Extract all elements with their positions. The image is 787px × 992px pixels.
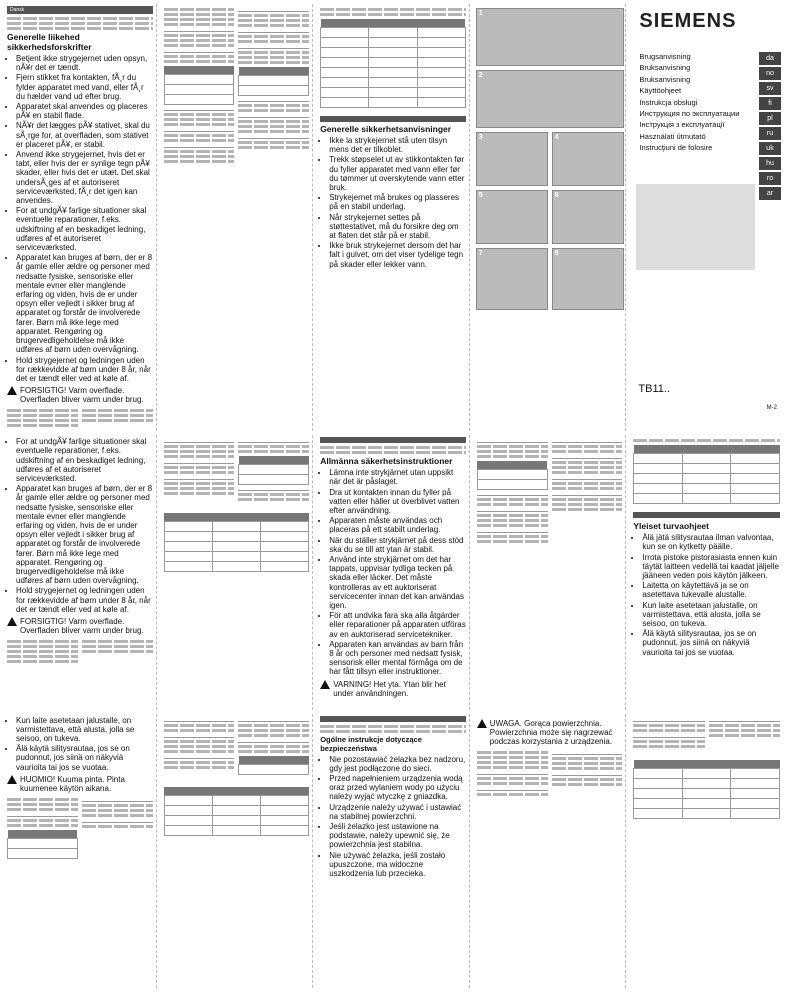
- list-item: • Jeśli żelazko jest ustawione na podstawie, należy upewnić się, że powierzchnia jest stabilna.: [329, 822, 466, 850]
- swedish-safety-panel: [317, 435, 470, 709]
- list-item: • Dra ut kontakten innan du fyller på vatten eller häller ut överblivet vatten efter användning.: [329, 488, 466, 516]
- tab-uk: uk: [759, 142, 781, 155]
- list-item: Instrukcja obsługi: [639, 97, 698, 107]
- figures-panel: 1 2 3 4 5 6 7 8: [474, 4, 627, 431]
- warning-note: VARNING! Het yta. Ytan blir het under användningen.: [320, 680, 466, 698]
- settings-table: [164, 66, 235, 105]
- list-item: • Älä jätä silitysrautaa ilman valvontaa, kun se on kytketty päälle.: [642, 533, 780, 551]
- finnish-continued-panel: [4, 714, 157, 988]
- list-item: • Når strykejernet settes på støttestativet, må du forsikre deg om at flaten det står på er stabil.: [329, 213, 466, 241]
- safety-heading: Yleiset turvaohjeet: [633, 521, 709, 532]
- list-item: • Apparatet kan bruges af børn, der er 8 år gamle eller ældre og personer med nedsatte fysiske, sensoriske eller mentale evner eller manglende erfaring og viden, hvis de er under opsyn eller vejledt i sikker brug af apparatet og forstår de involverede farer. Børn må ikke lege med apparatet. Rengøring og brugervedligeholdelse må ikke udføres af børn uden overvågning.: [16, 253, 153, 354]
- language-list: [633, 51, 780, 154]
- safety-list: [320, 755, 466, 879]
- list-item: Käyttöohjeet: [639, 86, 682, 96]
- language-tabs: [759, 52, 781, 202]
- polish-safety-panel: [317, 714, 470, 988]
- cover-image-placeholder: [636, 184, 755, 270]
- list-item: • Nie pozostawiać żelazka bez nadzoru, gdy jest podłączone do sieci.: [329, 755, 466, 773]
- safety-list: [7, 54, 153, 383]
- section-label: Dansk: [7, 6, 153, 14]
- list-item: • Urządzenie należy używać i ustawiać na stabilnej powierzchni.: [329, 803, 466, 821]
- tab-da: da: [759, 52, 781, 65]
- tab-pl: pl: [759, 112, 781, 125]
- list-item: • Apparaten kan användas av barn från 8 år och personer med nedsatt fysisk, sensorisk eller mental förmåga om de har fått tillsyn eller instruktioner.: [329, 640, 466, 677]
- norwegian-continued-panel: [4, 435, 157, 709]
- tab-ar: ar: [759, 187, 781, 200]
- list-item: • For at undgÃ¥ farlige situationer skal eventuelle reparationer, f.eks. udskiftning af en beskadiget ledning, udføres af et autoriseret serviceværksted.: [16, 437, 153, 483]
- list-item: • Ikke bruk strykejernet dersom det har falt i gulvet, om det viser tydelige tegn på skader eller lekker vann.: [329, 241, 466, 269]
- polish-instructions-panel: [630, 714, 783, 988]
- cover-panel: [630, 4, 783, 431]
- list-item: • Kun laite asetetaan jalustalle, on varmistettava, että alusta, jolla se seisoo, on tukeva.: [642, 601, 780, 629]
- list-item: • Anvend ikke strygejernet, hvis det er tabt, eller hvis der er synlige tegn pÃ¥ skader, eller hvis det er utæt. Det skal undersÃ¸ges af et autoriseret serviceværksted, fÃ¸r det igen kan anvendes.: [16, 150, 153, 205]
- finnish-safety-panel: [630, 435, 783, 709]
- list-item: Bruksanvisning: [639, 63, 691, 73]
- list-item: • Hold strygejernet og ledningen uden for rækkevidde af børn under 8 år, når det er tændt eller ved at køle af.: [16, 356, 153, 384]
- list-item: Használati útmutató: [639, 131, 706, 141]
- list-item: • Trekk støpselet ut av stikkontakten før du fyller apparatet med vann eller før du tømmer ut overskytende vann etter bruk.: [329, 155, 466, 192]
- list-item: Instrucţiuni de folosire: [639, 143, 713, 153]
- tab-ru: ru: [759, 127, 781, 140]
- list-item: • Apparatet skal anvendes og placeres pÃ¥ en stabil flade.: [16, 102, 153, 120]
- list-item: • Betjent ikke strygejernet uden opsyn, nÃ¥r det er tændt.: [16, 54, 153, 72]
- brand-logo: SIEMENS: [639, 10, 737, 32]
- warning-icon: [320, 680, 330, 689]
- list-item: • Apparatet kan bruges af børn, der er 8 år gamle eller ældre og personer med nedsatte fysiske, sensoriske eller mentale evner eller manglende erfaring og viden, hvis de er under opsyn eller vejledt i sikker brug af apparatet og forstår de involverede farer. Børn må ikke lege med apparatet. Rengøring og brugervedligeholdelse må ikke udføres af børn uden overvågning.: [16, 484, 153, 585]
- list-item: Bruksanvisning: [639, 74, 691, 84]
- list-item: • Använd inte strykjärnet om det har tappats, uppvisar tydliga tecken på skada eller läcker. Det måste kontrolleras av ett auktoriserat servicecenter innan det kan användas igen.: [329, 555, 466, 610]
- safety-list: [633, 533, 780, 657]
- safety-list: [320, 136, 466, 269]
- list-item: • Älä käytä silitysrautaa, jos se on pudonnut, jos siinä on näkyviä vaurioita tai jos se vuotaa.: [16, 744, 153, 772]
- list-item: • Nie używać żelazka, jeśli zostało upuszczone, ma widoczne uszkodzenia lub przecieka.: [329, 851, 466, 879]
- danish-instructions-panel: [161, 4, 314, 431]
- troubleshooting-table: [320, 19, 466, 108]
- list-item: • For at undgÃ¥ farlige situationer skal eventuelle reparationer, f.eks. udskiftning af en beskadiget ledning, udføres af et autoriseret serviceværksted.: [16, 206, 153, 252]
- list-item: • Fjern stikket fra kontakten, fÃ¸r du fylder apparatet med vand, eller fÃ¸r du hælder vand ud efter brug.: [16, 73, 153, 101]
- list-item: • Strykejernet må brukes og plasseres på en stabil underlag.: [329, 193, 466, 211]
- tab-ro: ro: [759, 172, 781, 185]
- warning-icon: [7, 775, 17, 784]
- model-number: TB11..: [638, 383, 670, 396]
- list-item: • Apparaten måste användas och placeras på ett stabilt underlag.: [329, 516, 466, 534]
- list-item: • Przed napełnieniem urządzenia wodą oraz przed wylaniem wody po użyciu należy wyjąć wtyczkę z gniazdka.: [329, 774, 466, 802]
- warning-note: UWAGA. Gorąca powierzchnia. Powierzchnia może się nagrzewać podczas korzystania z urządzenia.: [477, 719, 623, 746]
- danish-safety-panel: [4, 4, 157, 431]
- norwegian-instructions-panel: [161, 435, 314, 709]
- warning-icon: [7, 386, 17, 395]
- troubleshooting-panel: [317, 4, 470, 431]
- swedish-instructions-panel: [474, 435, 627, 709]
- warning-icon: [477, 719, 487, 728]
- warning-icon: [7, 617, 17, 626]
- safety-heading: Allmänna säkerhetsinstruktioner: [320, 456, 453, 467]
- polish-continued-panel: [474, 714, 627, 988]
- list-item: • Irrota pistoke pistorasiasta ennen kuin täytät laitteen vedellä tai kaadat jäljelle jääneen veden pois käytön jälkeen.: [642, 553, 780, 581]
- tab-hu: hu: [759, 157, 781, 170]
- safety-list: [320, 468, 466, 676]
- list-item: • NÃ¥r det lægges pÃ¥ stativet, skal du sÃ¸rge for, at overfladen, som stativet er placeret pÃ¥, er stabil.: [16, 121, 153, 149]
- list-item: Инструкция по эксплуатации: [639, 109, 740, 119]
- list-item: Інструкція з експлуатації: [639, 120, 725, 130]
- finnish-instructions-panel: [161, 714, 314, 988]
- model-ref: M-2: [766, 405, 777, 412]
- warning-note: FORSIGTIG! Varm overflade. Overfladen bliver varm under brug.: [7, 386, 153, 404]
- list-item: • Ikke la strykejernet stå uten tilsyn mens det er tilkoblet.: [329, 136, 466, 154]
- tab-sv: sv: [759, 82, 781, 95]
- tab-fi: fi: [759, 97, 781, 110]
- list-item: Brugsanvisning: [639, 52, 691, 61]
- warning-note: FORSIGTIG! Varm overflade. Overfladen bliver varm under brug.: [7, 617, 153, 635]
- safety-heading: Ogólne instrukcje dotyczące bezpieczeństwa: [320, 734, 422, 753]
- list-item: • Älä käytä silitysrautaa, jos se on pudonnut, jos siinä on näkyviä vaurioita tai jos se vuotaa.: [642, 629, 780, 657]
- list-item: • Kun laite asetetaan jalustalle, on varmistettava, että alusta, jolla se seisoo, on tukeva.: [16, 716, 153, 744]
- list-item: • Hold strygejernet og ledningen uden for rækkevidde af børn under 8 år, når det er tændt eller ved at køle af.: [16, 586, 153, 614]
- safety-heading: Generelle liikehed sikkerhedsforskrifter: [7, 32, 92, 52]
- list-item: • När du ställer strykjärnet på dess stöd ska du se till att ytan är stabil.: [329, 536, 466, 554]
- list-item: • För att undvika fara ska alla åtgärder eller reparationer på apparaten utföras av en auktoriserad servicetekniker.: [329, 611, 466, 639]
- safety-heading: Generelle sikkerhetsanvisninger: [320, 124, 452, 134]
- warning-note: HUOMIO! Kuuma pinta. Pinta kuumenee käytön aikana.: [7, 775, 153, 793]
- list-item: • Laitetta on käytettävä ja se on asetettava tukevalle alustalle.: [642, 581, 780, 599]
- list-item: • Lämna inte strykjärnet utan uppsikt när det är påslaget.: [329, 468, 466, 486]
- tab-no: no: [759, 67, 781, 80]
